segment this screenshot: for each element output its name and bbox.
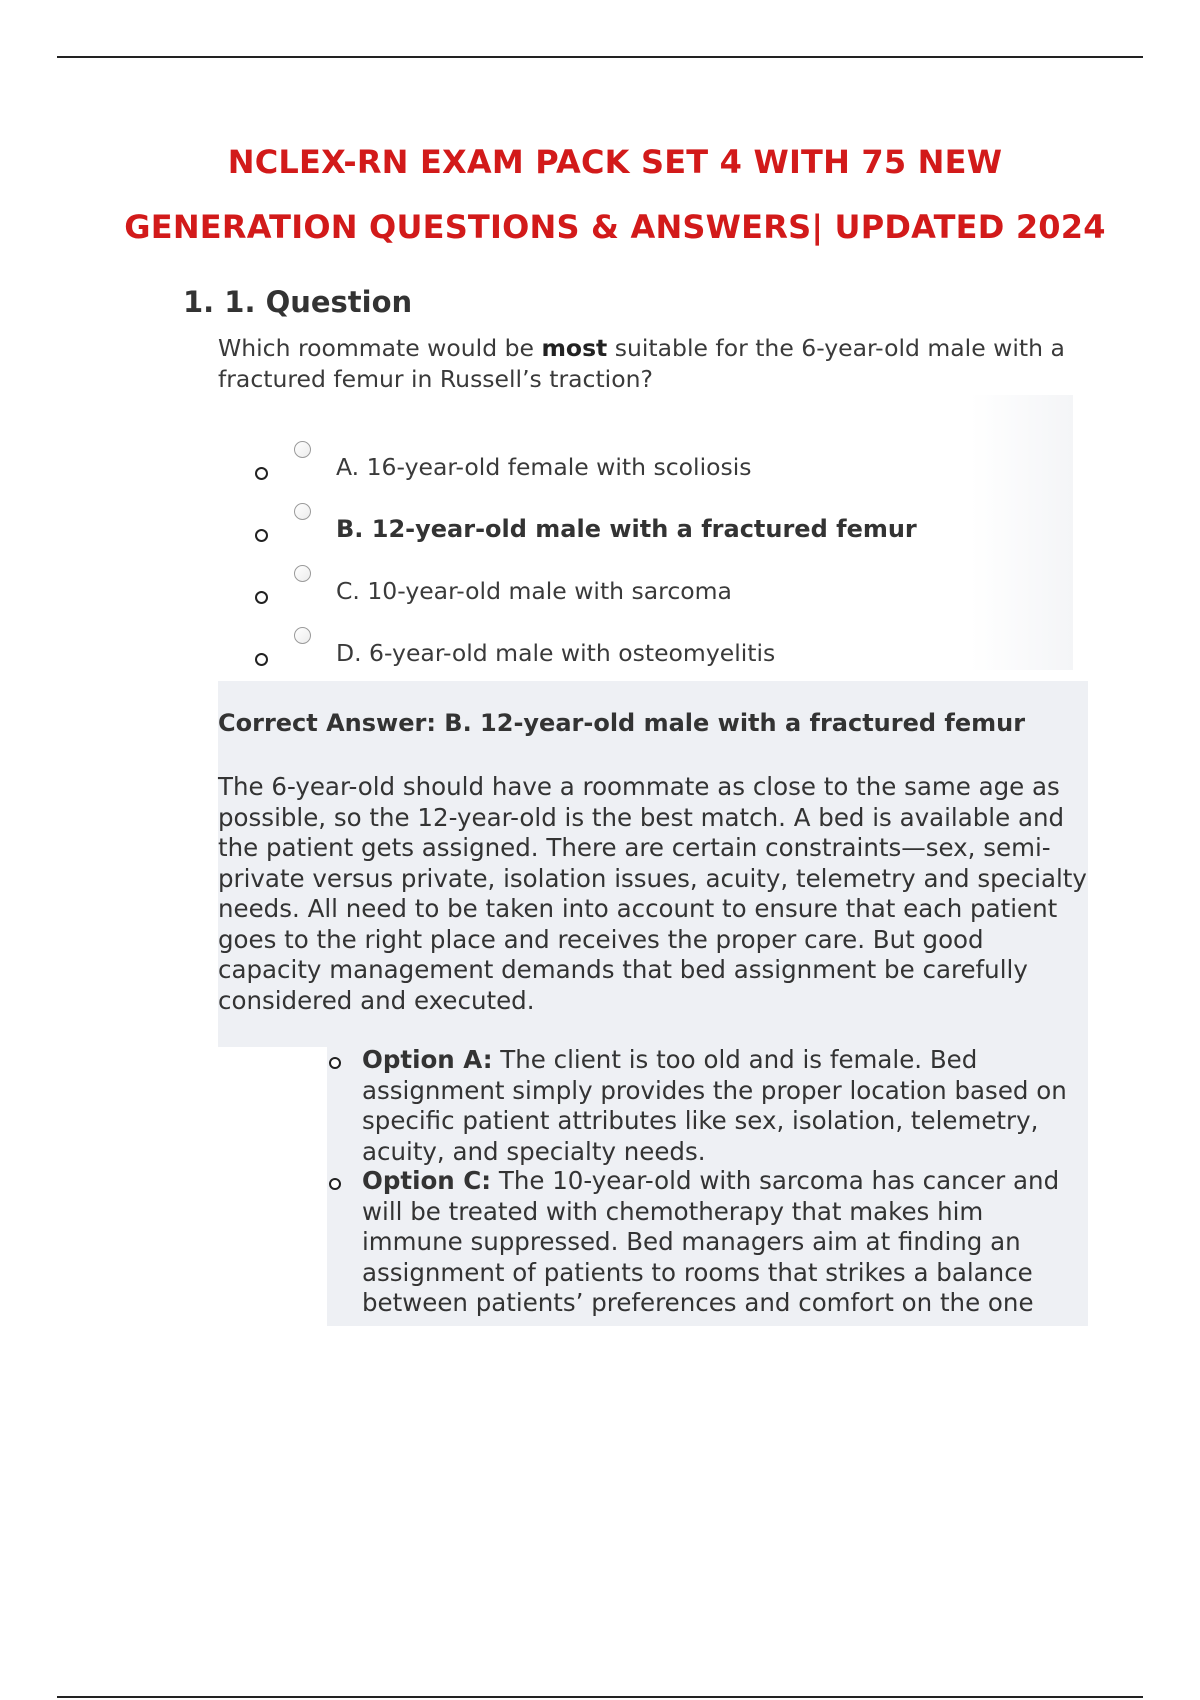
rationale-option-a-text: The client is too old and is female. Bed assignment simply provides the proper location based on specific patient attributes like sex, isolation, telemetry, acuity, and specialty needs. bbox=[362, 1045, 1067, 1166]
list-bullet-icon bbox=[255, 591, 268, 604]
stem-text-after: suitable for the 6-year-old male with a fractured femur in Russell’s traction? bbox=[218, 334, 1065, 393]
list-bullet-icon bbox=[329, 1178, 341, 1190]
document-title-line-2: GENERATION QUESTIONS & ANSWERS| UPDATED 2024 bbox=[124, 208, 1106, 246]
option-d-label: D. 6-year-old male with osteomyelitis bbox=[336, 639, 776, 667]
option-b[interactable] bbox=[0, 511, 1200, 551]
document-title-line-1: NCLEX-RN EXAM PACK SET 4 WITH 75 NEW bbox=[227, 143, 1003, 181]
correct-answer-title: Correct Answer: B. 12-year-old male with a fractured femur bbox=[218, 709, 1026, 737]
answer-explanation: The 6-year-old should have a roommate as close to the same age as possible, so the 12-year-old is the best match. A bed is available and the patient gets assigned. There are certain constraints—sex, semi-private versus private, isolation issues, acuity, telemetry and specialty needs. All need to be taken into account to ensure that each patient goes to the right place and receives the proper care. But good capacity management demands that bed assignment be carefully considered and executed. bbox=[218, 772, 1087, 1015]
list-bullet-icon bbox=[255, 467, 268, 480]
radio-button-icon[interactable] bbox=[294, 503, 311, 520]
option-a[interactable] bbox=[0, 449, 1200, 489]
list-bullet-icon bbox=[255, 653, 268, 666]
radio-button-icon[interactable] bbox=[294, 441, 311, 458]
radio-button-icon[interactable] bbox=[294, 565, 311, 582]
stem-text-before: Which roommate would be bbox=[218, 334, 542, 362]
rationale-option-c bbox=[362, 1166, 1084, 1319]
question-stem bbox=[218, 333, 1098, 395]
rationale-option-c-label: Option C: bbox=[362, 1166, 492, 1195]
bottom-rule bbox=[57, 1696, 1143, 1698]
radio-button-icon[interactable] bbox=[294, 627, 311, 644]
rationale-option-a-label: Option A: bbox=[362, 1045, 493, 1074]
list-bullet-icon bbox=[255, 529, 268, 542]
rationale-option-a bbox=[362, 1045, 1084, 1167]
option-d[interactable] bbox=[0, 635, 1200, 675]
option-a-label: A. 16-year-old female with scoliosis bbox=[336, 453, 752, 481]
stem-emphasis: most bbox=[541, 334, 608, 362]
top-rule bbox=[57, 56, 1143, 58]
option-c-label: C. 10-year-old male with sarcoma bbox=[336, 577, 732, 605]
list-bullet-icon bbox=[329, 1057, 341, 1069]
option-b-label: B. 12-year-old male with a fractured femur bbox=[336, 515, 917, 543]
option-c[interactable] bbox=[0, 573, 1200, 613]
question-heading: 1. 1. Question bbox=[183, 285, 413, 319]
rationale-option-c-text: The 10-year-old with sarcoma has cancer and will be treated with chemotherapy that makes him immune suppressed. Bed managers aim at finding an assignment of patients to rooms that strikes a balance between patients’ preferences and comfort on the one bbox=[362, 1166, 1060, 1317]
